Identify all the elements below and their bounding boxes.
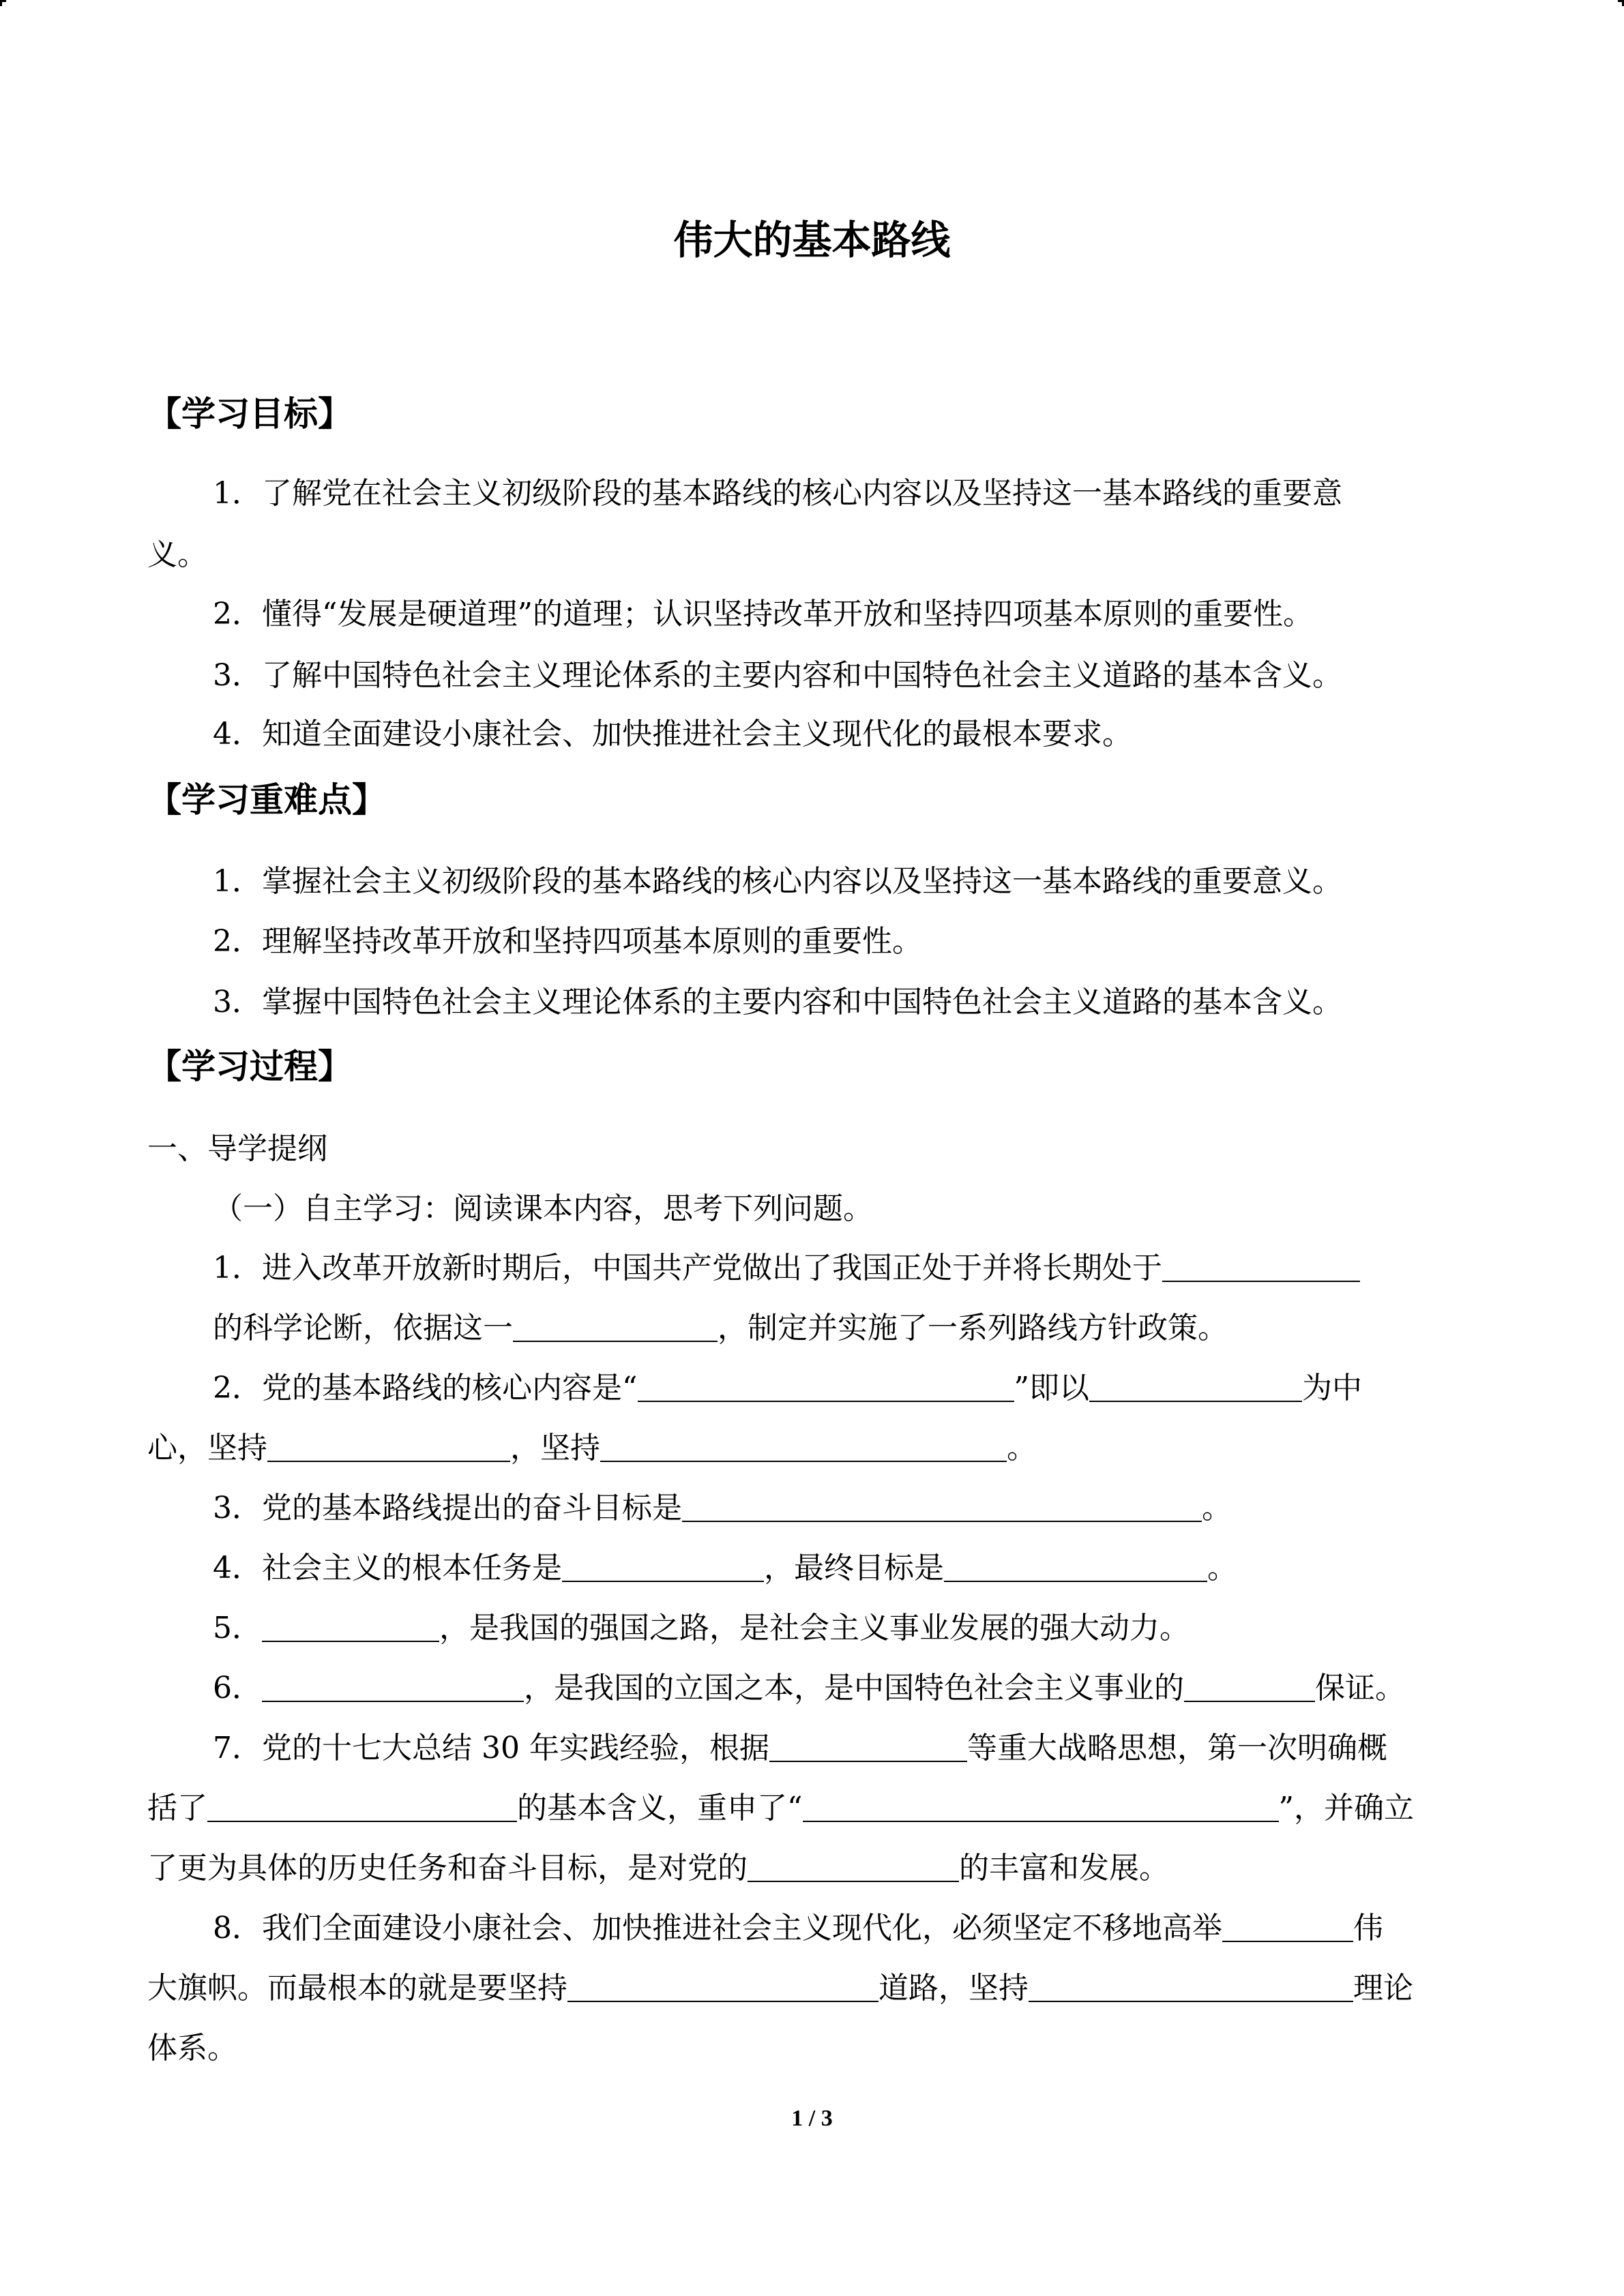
question-8-cont: 体系。 — [147, 2031, 237, 2066]
self-study-heading: （一）自主学习：阅读课本内容，思考下列问题。 — [213, 1191, 873, 1226]
answer-blank[interactable] — [803, 1789, 1279, 1822]
answer-blank[interactable] — [638, 1369, 1014, 1402]
question-text: 6． — [213, 1671, 262, 1705]
answer-blank[interactable] — [562, 1549, 764, 1582]
answer-blank[interactable] — [513, 1309, 718, 1342]
goal-item-3: 3．了解中国特色社会主义理论体系的主要内容和中国特色社会主义道路的基本含义。 — [213, 658, 1342, 693]
page-corner-mark — [0, 0, 6, 6]
section-heading-keypoints: 【学习重难点】 — [147, 780, 386, 820]
question-text: 4．社会主义的根本任务是 — [213, 1551, 562, 1585]
answer-blank[interactable] — [748, 1849, 959, 1882]
question-text: 为中 — [1302, 1371, 1362, 1405]
question-text: 1．进入改革开放新时期后，中国共产党做出了我国正处于并将长期处于 — [213, 1251, 1162, 1285]
question-5 — [213, 1608, 1190, 1649]
answer-blank[interactable] — [262, 1609, 439, 1642]
question-text: 8．我们全面建设小康社会、加快推进社会主义现代化，必须坚定不移地高举 — [213, 1911, 1222, 1945]
section-heading-process: 【学习过程】 — [147, 1047, 352, 1086]
answer-blank[interactable] — [682, 1489, 1202, 1522]
question-8 — [213, 1908, 1383, 1949]
goal-item-1-cont: 义。 — [147, 537, 207, 572]
question-text: 伟 — [1353, 1911, 1383, 1945]
answer-blank[interactable] — [944, 1549, 1207, 1582]
question-text: 大旗帜。而最根本的就是要坚持 — [147, 1971, 567, 2006]
question-text: 7．党的十七大总结 30 年实践经验，根据 — [213, 1731, 769, 1765]
question-text: ，是我国的立国之本，是中国特色社会主义事业的 — [524, 1671, 1184, 1705]
answer-blank[interactable] — [262, 1669, 524, 1702]
question-1 — [213, 1248, 1360, 1289]
question-7-cont — [147, 1788, 1414, 1829]
keypoint-item-3: 3．掌握中国特色社会主义理论体系的主要内容和中国特色社会主义道路的基本含义。 — [213, 985, 1342, 1019]
question-text: 等重大战略思想，第一次明确概 — [966, 1731, 1387, 1765]
question-text: ，坚持 — [510, 1431, 600, 1465]
question-text: 道路，坚持 — [879, 1971, 1029, 2006]
outline-heading: 一、导学提纲 — [147, 1131, 327, 1166]
question-text: 的丰富和发展。 — [959, 1851, 1169, 1885]
question-6 — [213, 1668, 1405, 1709]
goal-item-1: 1．了解党在社会主义初级阶段的基本路线的核心内容以及坚持这一基本路线的重要意 — [213, 476, 1342, 511]
question-text: 理论 — [1353, 1971, 1413, 2006]
answer-blank[interactable] — [207, 1789, 517, 1822]
question-text: ，最终目标是 — [764, 1551, 944, 1585]
question-7 — [213, 1728, 1387, 1769]
question-2-cont — [147, 1428, 1037, 1469]
answer-blank[interactable] — [1162, 1249, 1360, 1282]
question-text: 。 — [1007, 1431, 1037, 1465]
page-number: 1 / 3 — [791, 2106, 833, 2131]
question-text: ，是我国的强国之路，是社会主义事业发展的强大动力。 — [439, 1611, 1190, 1645]
answer-blank[interactable] — [1184, 1669, 1315, 1702]
keypoint-item-2: 2．理解坚持改革开放和坚持四项基本原则的重要性。 — [213, 924, 922, 959]
section-heading-goals: 【学习目标】 — [147, 394, 352, 434]
answer-blank[interactable] — [1222, 1909, 1353, 1942]
question-text: 括了 — [147, 1791, 207, 1825]
keypoint-item-1: 1．掌握社会主义初级阶段的基本路线的核心内容以及坚持这一基本路线的重要意义。 — [213, 864, 1342, 899]
question-8-cont — [147, 1968, 1413, 2009]
question-text: 2．党的基本路线的核心内容是“ — [213, 1371, 638, 1405]
answer-blank[interactable] — [769, 1729, 967, 1762]
question-text: ，制定并实施了一系列路线方针政策。 — [718, 1311, 1228, 1345]
answer-blank[interactable] — [267, 1429, 510, 1462]
question-text: 5． — [213, 1611, 262, 1645]
page-title: 伟大的基本路线 — [673, 217, 951, 263]
question-3 — [213, 1488, 1232, 1529]
question-1-cont — [213, 1308, 1228, 1349]
answer-blank[interactable] — [1029, 1969, 1353, 2002]
question-2 — [213, 1368, 1362, 1409]
question-text: ”，并确立 — [1278, 1791, 1414, 1825]
question-text: 。 — [1207, 1551, 1237, 1585]
question-text: ”即以 — [1014, 1371, 1089, 1405]
question-text: 了更为具体的历史任务和奋斗目标，是对党的 — [147, 1851, 748, 1885]
answer-blank[interactable] — [567, 1969, 879, 2002]
question-text: 3．党的基本路线提出的奋斗目标是 — [213, 1491, 682, 1525]
answer-blank[interactable] — [600, 1429, 1007, 1462]
question-text: 的科学论断，依据这一 — [213, 1311, 513, 1345]
goal-item-2: 2．懂得“发展是硬道理”的道理；认识坚持改革开放和坚持四项基本原则的重要性。 — [213, 597, 1313, 631]
question-text: 的基本含义，重申了“ — [517, 1791, 803, 1825]
question-text: 心，坚持 — [147, 1431, 267, 1465]
answer-blank[interactable] — [1089, 1369, 1302, 1402]
page-corner-mark — [1618, 0, 1624, 6]
question-text: 保证。 — [1315, 1671, 1405, 1705]
question-7-cont — [147, 1848, 1169, 1889]
question-text: 。 — [1202, 1491, 1232, 1525]
question-4 — [213, 1548, 1237, 1589]
goal-item-4: 4．知道全面建设小康社会、加快推进社会主义现代化的最根本要求。 — [213, 717, 1132, 751]
